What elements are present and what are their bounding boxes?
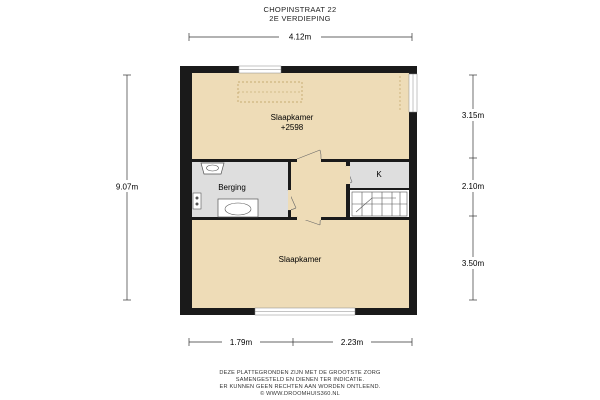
right-segment-3: 3.50m [461, 259, 485, 268]
bottom-segment-2: 2.23m [340, 338, 364, 347]
right-segment-1: 3.15m [461, 111, 485, 120]
stairs [352, 192, 407, 216]
storage-label: Berging [218, 183, 246, 192]
door-gap-closet [346, 166, 350, 184]
top-width-label: 4.12m [288, 32, 312, 42]
hallway-floor [291, 162, 346, 217]
door-gap-bottom [297, 217, 321, 220]
disclaimer-line-1: DEZE PLATTEGRONDEN ZIJN MET DE GROOTSTE ZORG [219, 370, 381, 376]
door-gap-storage [288, 190, 291, 210]
left-height-label: 9.07m [115, 182, 139, 192]
floor-title: 2E VERDIEPING [269, 14, 331, 23]
meter-box-icon [193, 193, 201, 209]
address-title: CHOPINSTRAAT 22 [263, 5, 337, 14]
bedroom-bottom-label: Slaapkamer [278, 255, 322, 264]
sink-icon [201, 163, 224, 174]
washing-machine-icon [218, 199, 258, 217]
closet-label: K [376, 170, 382, 179]
bottom-segment-1: 1.79m [229, 338, 253, 347]
bedroom-bottom-floor [192, 220, 409, 308]
right-segment-2: 2.10m [461, 182, 485, 191]
bottom-window [255, 308, 355, 315]
disclaimer-line-2: SAMENGESTELD EN DIENEN TER INDICATIE. [235, 377, 365, 383]
bedroom-top-label: Slaapkamer [270, 113, 314, 122]
bedroom-top-note: +2598 [280, 123, 304, 132]
side-window [409, 74, 417, 112]
disclaimer-line-3: ER KUNNEN GEEN RECHTEN AAN WORDEN ONTLEEND. [219, 384, 381, 390]
top-window [239, 66, 281, 73]
disclaimer-line-4: © WWW.DROOMHUIS360.NL [260, 391, 340, 397]
door-gap-top [297, 159, 321, 162]
